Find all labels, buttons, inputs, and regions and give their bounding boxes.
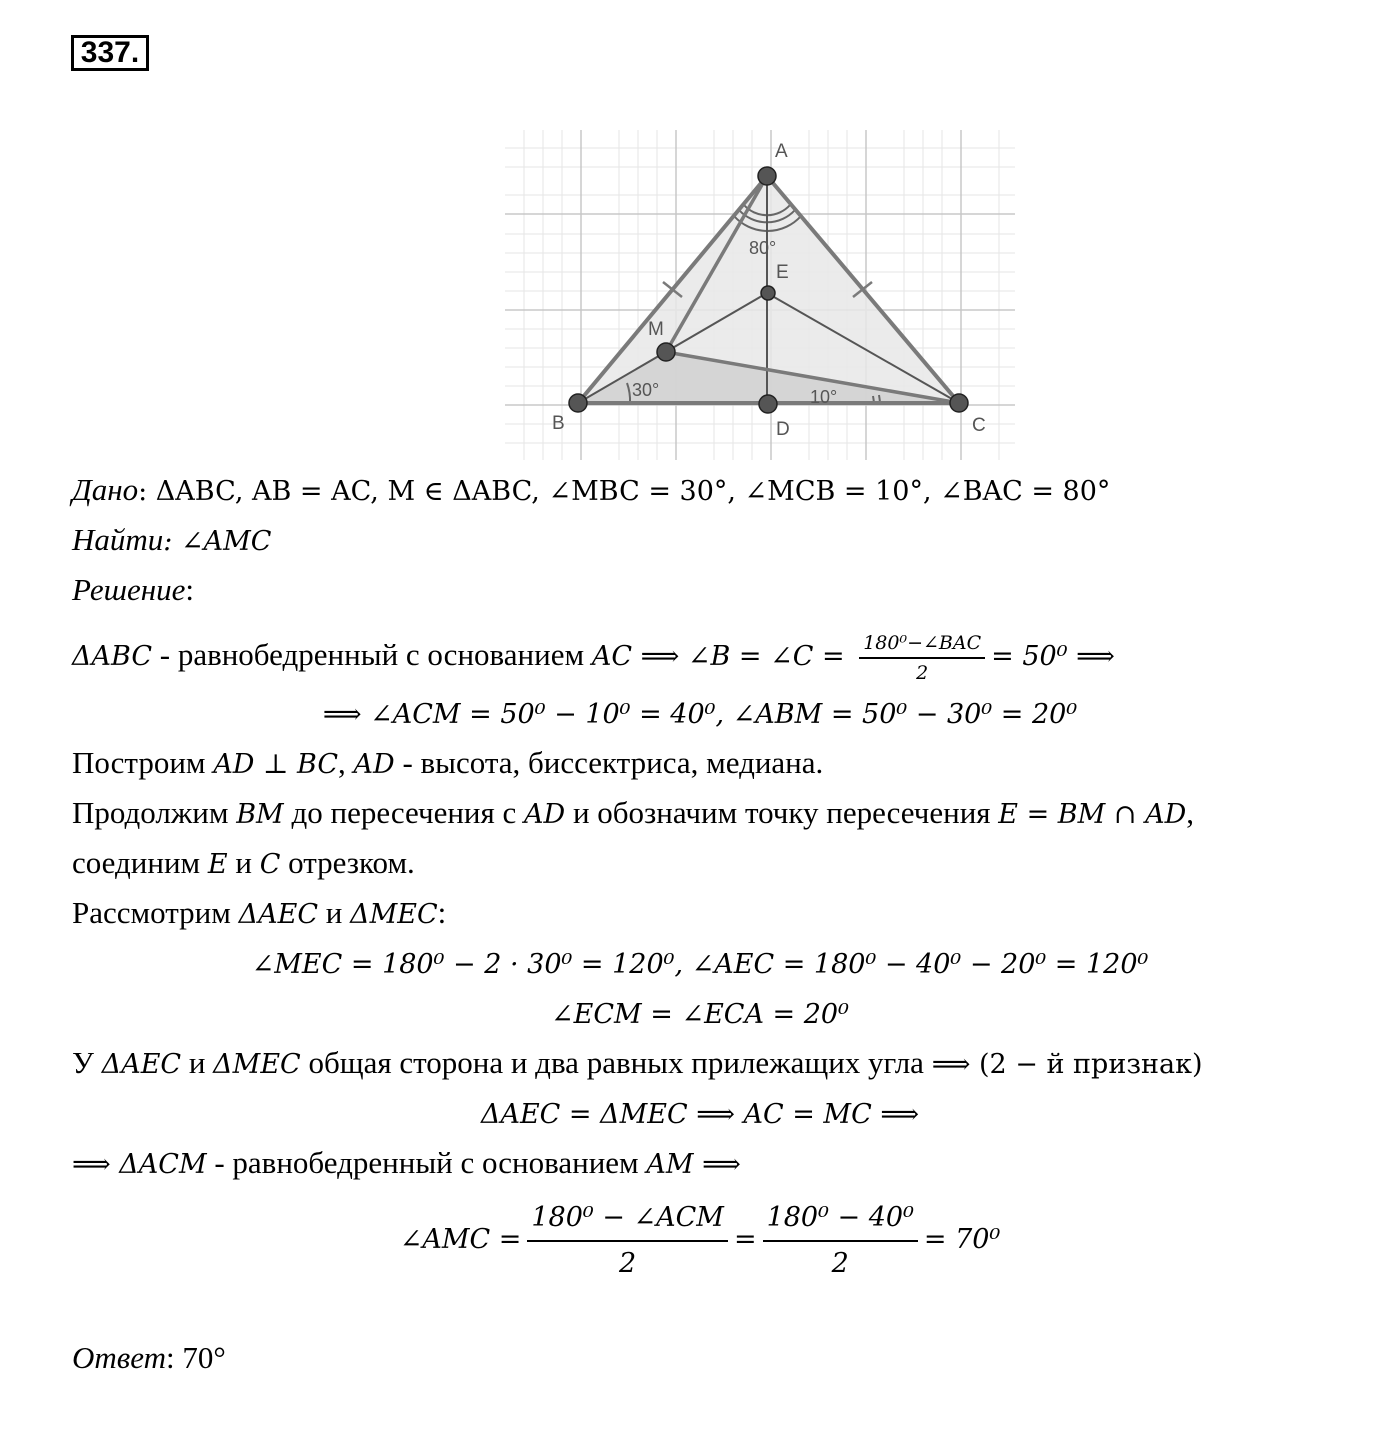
label-d: D <box>776 419 790 440</box>
step1-c: AC ⟹ ∠B = ∠C = <box>591 641 854 672</box>
step12-frac2-den: 2 <box>831 1247 849 1279</box>
step-4 <box>72 793 1194 835</box>
step9-e: общая сторона и два равных прилежащих угла <box>300 1045 932 1080</box>
answer-text: : 70° <box>165 1340 226 1375</box>
label-angle-c: 10° <box>810 387 838 407</box>
step3-a: Построим <box>72 745 214 780</box>
step5-d: C <box>259 849 281 880</box>
step-12 <box>0 1193 1400 1283</box>
step4-f: E = BM ∩ AD <box>998 799 1187 830</box>
step5-e: отрезком. <box>280 845 415 880</box>
step-1 <box>72 620 1115 690</box>
step1-fraction <box>859 631 985 685</box>
step8-text: ∠ECM = ∠ECA = 20⁰ <box>551 999 849 1030</box>
step7-text: ∠MEC = 180⁰ − 2 · 30⁰ = 120⁰, ∠AEC = 180⁰ − 40⁰ − 20⁰ = 120⁰ <box>251 949 1149 980</box>
step3-b: AD ⊥ BC <box>213 749 339 780</box>
step6-e: : <box>437 895 447 930</box>
point-a <box>758 167 776 185</box>
label-e: E <box>776 262 789 283</box>
find-line <box>72 520 271 562</box>
step3-c: , <box>338 745 354 780</box>
label-c: C <box>972 415 986 436</box>
point-d <box>759 395 777 413</box>
step1-frac-den: 2 <box>916 661 929 684</box>
step-6 <box>72 893 446 935</box>
step6-c: и <box>318 895 351 930</box>
step12-eq: = <box>733 1224 757 1255</box>
step11-b: - равнобедренный с основанием <box>206 1145 647 1180</box>
solution-colon: : <box>185 572 194 607</box>
step-7 <box>0 943 1400 985</box>
given-label: Дано <box>72 472 139 507</box>
step11-c: AM ⟹ <box>646 1149 741 1180</box>
step12-lhs: ∠AMC = <box>399 1224 522 1255</box>
step9-c: и <box>181 1045 214 1080</box>
step-10 <box>0 1093 1400 1135</box>
step6-a: Рассмотрим <box>72 895 239 930</box>
step-8 <box>0 993 1400 1035</box>
label-angle-b: 30° <box>632 380 660 400</box>
step3-e: - высота, биссектриса, медиана. <box>394 745 824 780</box>
step4-g: , <box>1186 795 1194 830</box>
step12-rhs: = 70⁰ <box>923 1224 1001 1255</box>
problem-number: 337. <box>71 35 149 71</box>
step-3 <box>72 743 823 785</box>
step3-d: AD <box>353 749 395 780</box>
step-9 <box>72 1043 1203 1085</box>
find-label: Найти <box>72 522 164 557</box>
label-b: B <box>552 413 565 434</box>
step6-d: ΔMEC <box>350 899 438 930</box>
answer-line <box>72 1338 226 1378</box>
step9-a: У <box>72 1045 102 1080</box>
solution-label: Решение <box>72 572 186 607</box>
step1-a: ΔABC <box>72 641 152 672</box>
step12-fraction-1 <box>527 1198 728 1284</box>
step11-a: ⟹ ΔACM <box>72 1149 207 1180</box>
step9-f: ⟹ (2 − й признак) <box>931 1049 1203 1080</box>
step12-frac2-num: 180⁰ − 40⁰ <box>763 1198 918 1242</box>
step1-frac-num: 180⁰−∠BAC <box>859 631 985 659</box>
step12-fraction-2 <box>763 1198 918 1284</box>
step4-b: BM <box>236 799 284 830</box>
step4-c: до пересечения с <box>283 795 525 830</box>
label-a: A <box>775 141 788 162</box>
step12-frac1-den: 2 <box>619 1247 637 1279</box>
step2-text: ⟹ ∠ACM = 50⁰ − 10⁰ = 40⁰, ∠ABM = 50⁰ − 30⁰ = 20⁰ <box>322 699 1078 730</box>
label-angle-a: 80° <box>749 238 777 258</box>
step12-frac1-num: 180⁰ − ∠ACM <box>527 1198 728 1242</box>
step1-d: = 50⁰ ⟹ <box>991 641 1115 672</box>
point-b <box>569 394 587 412</box>
step-5 <box>72 843 415 885</box>
step5-c: и <box>227 845 260 880</box>
point-c <box>950 394 968 412</box>
answer-label: Ответ <box>72 1340 166 1375</box>
step4-e: и обозначим точку пересечения <box>565 795 999 830</box>
geometry-figure <box>505 130 1015 460</box>
given-line <box>72 470 1110 512</box>
step9-d: ΔMEC <box>213 1049 301 1080</box>
step4-a: Продолжим <box>72 795 237 830</box>
step-2 <box>0 693 1400 735</box>
solution-line <box>72 570 194 610</box>
point-e <box>761 286 775 300</box>
step5-a: соединим <box>72 845 208 880</box>
point-m <box>657 343 675 361</box>
step10-text: ΔAEC = ΔMEC ⟹ AC = MC ⟹ <box>480 1099 920 1130</box>
label-m: M <box>648 319 664 340</box>
find-text: : ∠AMC <box>163 526 272 557</box>
step6-b: ΔAEC <box>238 899 318 930</box>
step4-d: AD <box>524 799 566 830</box>
step1-b: - равнобедренный с основанием <box>152 637 592 672</box>
step9-b: ΔAEC <box>101 1049 182 1080</box>
step-11 <box>72 1143 741 1185</box>
step5-b: E <box>207 849 228 880</box>
given-text: : ΔABC, AB = AC, M ∈ ΔABC, ∠MBC = 30°, ∠MCB = 10°, ∠BAC = 80° <box>138 476 1111 507</box>
